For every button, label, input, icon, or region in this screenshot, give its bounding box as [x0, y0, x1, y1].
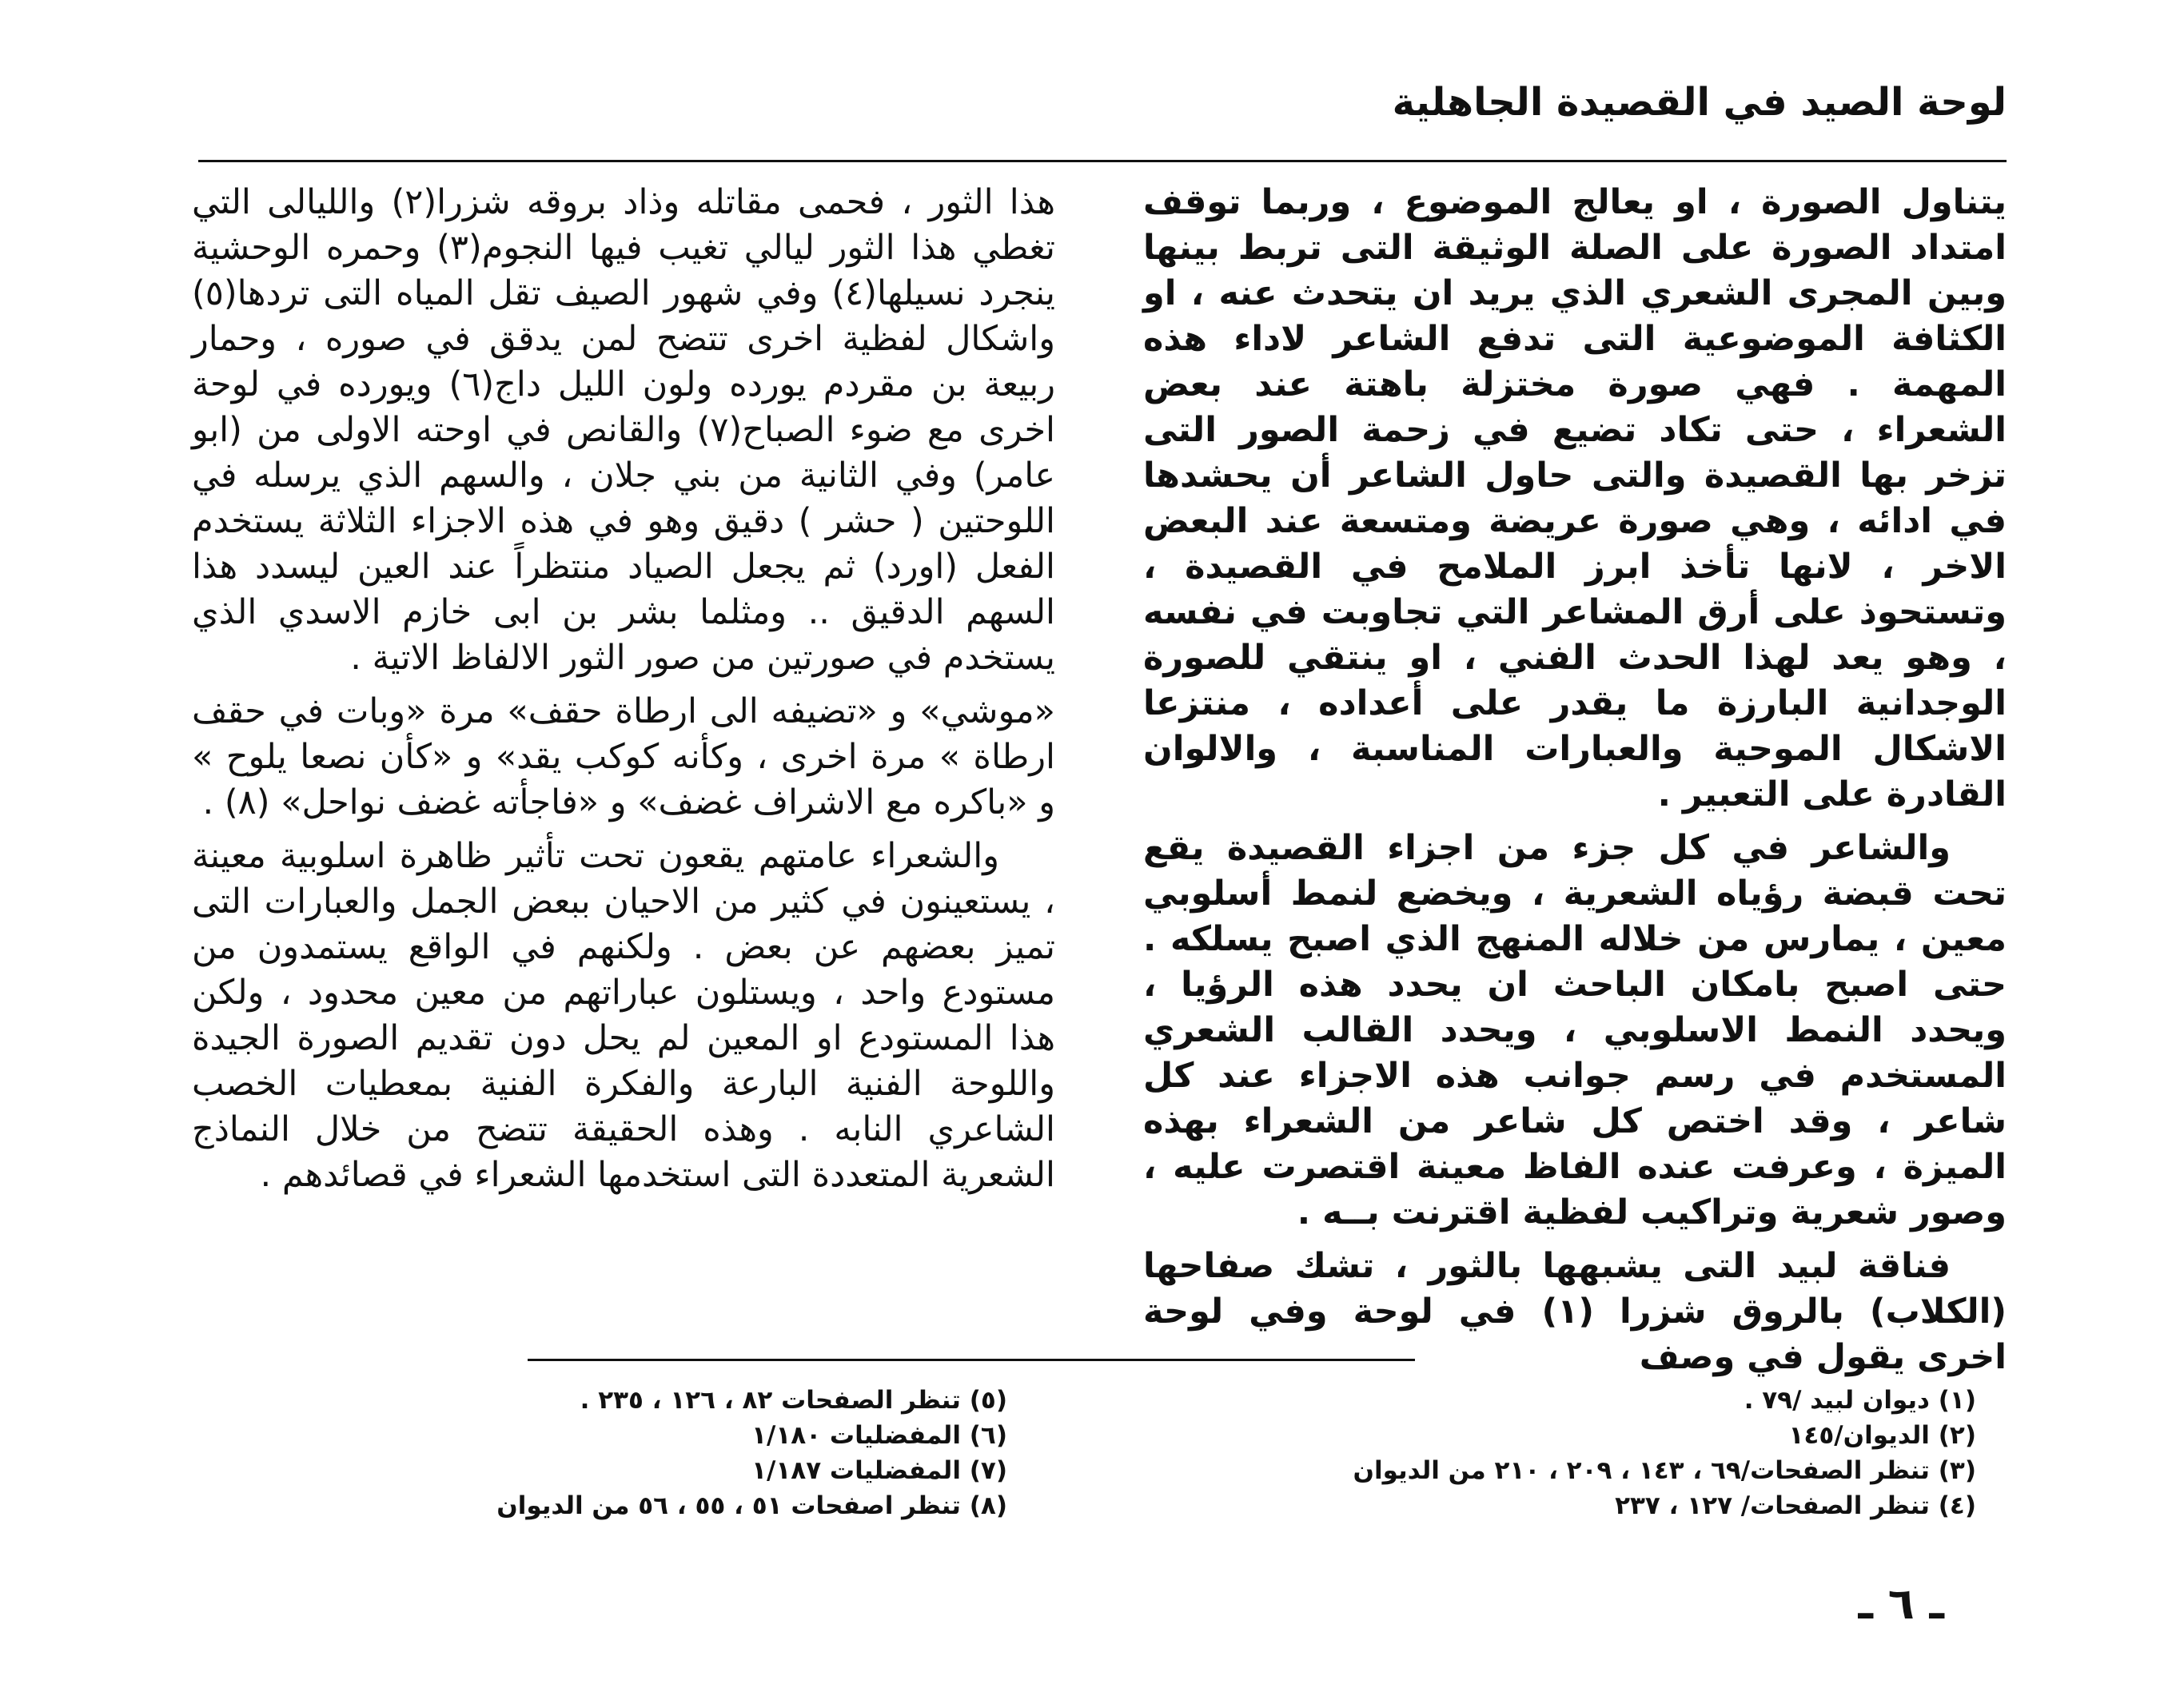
running-title: لوحة الصيد في القصيدة الجاهلية [1392, 80, 2007, 125]
footnote-rule [528, 1359, 1415, 1361]
paragraph: فناقة لبيد التى يشبهها بالثور ، تشك صفاحها (الكلاب) بالروق شزرا (١) في لوحة وفي لوحة اخرى يقول في وصف [1143, 1246, 2007, 1377]
paragraph: «موشي» و «تضيفه الى ارطاة حقف» مرة «وبات في حقف ارطاة » مرة اخرى ، وكأنه كوكب يقد» و «كأن نصعا يلوح » و «باكره مع الاشراف غضف» و «فاجأته غضف نواحل» (٨) . [192, 691, 1055, 822]
footnote: (٨) تنظر اصفحات ٥١ ، ٥٥ ، ٥٦ من الديوان [496, 1491, 1007, 1520]
page-number: ـ ٦ ـ [1858, 1579, 1944, 1629]
footnotes-right [1177, 1383, 1976, 1523]
paragraph: والشعراء عامتهم يقعون تحت تأثير ظاهرة اسلوبية معينة ، يستعينون في كثير من الاحيان ببعض الجمل والعبارات التى تميز بعضهم عن بعض . ولكنهم في الواقع يستمدون من مستودع واحد ، ويستلون عباراتهم من معين محدود ، ولكن هذا المستودع او المعين لم يحل دون تقديم الصورة الجيدة واللوحة الفنية البارعة والفكرة الفنية بمعطيات الخصب الشاعري النابه . وهذه الحقيقة تتضح من خلال النماذج الشعرية المتعددة التى استخدمها الشعراء في قصائدهم . [192, 836, 1055, 1195]
header-rule [198, 160, 2007, 162]
paragraph: هذا الثور ، فحمى مقاتله وذاد بروقه شزرا(٢) والليالى التي تغطي هذا الثور ليالي تغيب فيها النجوم(٣) وحمره الوحشية ينجرد نسيلها(٤) وفي شهور الصيف تقل المياه التى تردها(٥) واشكال لفظية اخرى تتضح لمن يدقق في صوره ، وحمار ربيعة بن مقردم يورده ولون الليل داج(٦) ويورده في لوحة اخرى مع ضوء الصباح(٧) والقانص في اوحته الاولى من (ابو عامر) وفي الثانية من بني جلان ، والسهم الذي يرسله في اللوحتين ( حشر ) دقيق وهو في هذه الاجزاء الثلاثة يستخدم الفعل (اورد) ثم يجعل الصياد منتظراً عند العين ليسدد هذا السهم الدقيق .. ومثلما بشر بن ابى خازم الاسدي الذي يستخدم في صورتين من صور الثور الالفاظ الاتية . [192, 182, 1056, 678]
footnote: (٣) تنظر الصفحات/٦٩ ، ١٤٣ ، ٢٠٩ ، ٢١٠ من الديوان [1353, 1456, 1976, 1485]
left-column [192, 180, 1055, 1335]
right-column [1143, 180, 2007, 1377]
footnote: (٧) المفضليات ١/١٨٧ [751, 1456, 1007, 1485]
paragraph: والشاعر في كل جزء من اجزاء القصيدة يقع تحت قبضة رؤياه الشعرية ، ويخضع لنمط أسلوبي معين ، يمارس من خلاله المنهج الذي اصبح يسلكه . حتى اصبح بامكان الباحث ان يحدد هذه الرؤيا ، ويحدد النمط الاسلوبي ، ويحدد القالب الشعري المستخدم في رسم جوانب هذه الاجزاء عند كل شاعر ، وقد اختص كل شاعر من الشعراء بهذه الميزة ، وعرفت عنده الفاظ معينة اقتصرت عليه ، وصور شعرية وتراكيب لفظية اقترنت بــه . [1143, 828, 2007, 1232]
footnote: (٤) تنظر الصفحات/ ١٢٧ ، ٢٣٧ [1615, 1491, 1976, 1520]
page-header [168, 80, 2007, 126]
footnotes-left [208, 1383, 1007, 1523]
footnote: (٥) تنظر الصفحات ٨٢ ، ١٢٦ ، ٢٣٥ . [580, 1386, 1007, 1415]
footnote: (١) ديوان لبيد /٧٩ . [1744, 1386, 1976, 1415]
footnote: (٢) الديوان/١٤٥ [1788, 1421, 1976, 1450]
paragraph: يتناول الصورة ، او يعالج الموضوع ، وربما توقف امتداد الصورة على الصلة الوثيقة التى تربط بينها وبين المجرى الشعري الذي يريد ان يتحدث عنه ، او الكثافة الموضوعية التى تدفع الشاعر لاداء هذه المهمة . فهي صورة مختزلة باهتة عند بعض الشعراء ، حتى تكاد تضيع في زحمة الصور التى تزخر بها القصيدة والتى حاول الشاعر أن يحشدها في ادائه ، وهي صورة عريضة ومتسعة عند البعض الاخر ، لانها تأخذ ابرز الملامح في القصيدة ، وتستحوذ على أرق المشاعر التي تجاوبت في نفسه ، وهو يعد لهذا الحدث الفني ، او ينتقي للصورة الوجدانية البارزة ما يقدر على أعداده ، منتزعا الاشكال الموحية والعبارات المناسبة ، والالوان القادرة على التعبير . [1143, 182, 2007, 814]
footnote: (٦) المفضليات ١/١٨٠ [751, 1421, 1007, 1450]
